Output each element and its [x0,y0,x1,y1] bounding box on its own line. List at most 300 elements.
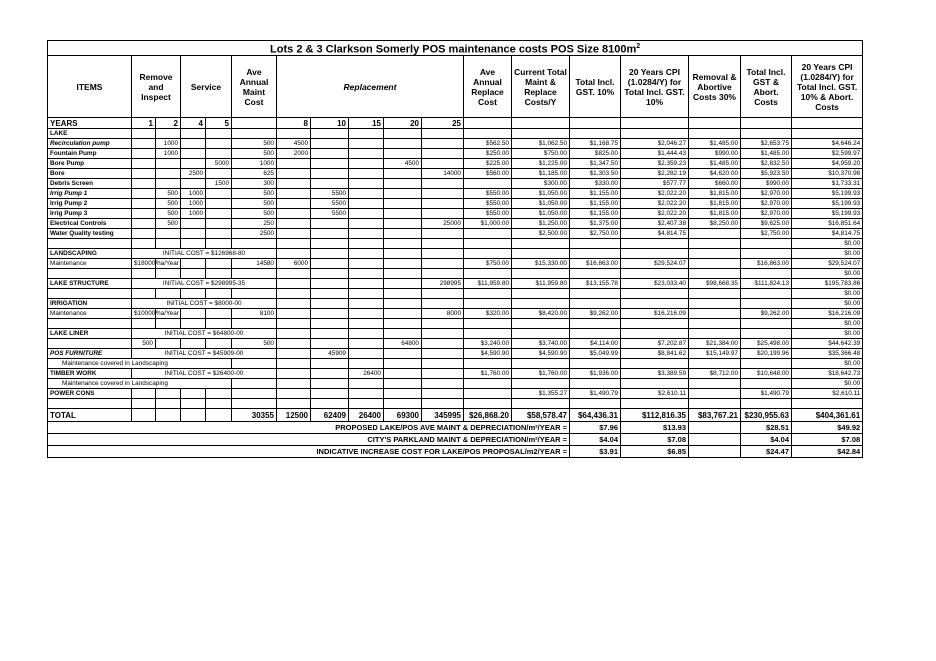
summary-label: INDICATIVE INCREASE COST FOR LAKE/POS PROPOSAL/m2/YEAR = [48,446,570,458]
row-label: Bore Pump [48,159,132,169]
value-cell: $4,814.75 [621,229,689,239]
value-cell: $1,760.00 [512,369,570,379]
year-cell [512,118,570,129]
row-label: POWER CONS [48,389,132,399]
value-cell [349,329,384,339]
value-cell [621,239,689,249]
value-cell [311,239,349,249]
value-cell: 300 [232,179,277,189]
row-label: Maintenance [48,259,132,269]
value-cell: $29,524.07 [621,259,689,269]
value-cell [206,199,232,209]
value-cell [512,269,570,279]
value-cell: $1,155.00 [570,209,621,219]
value-cell: $44,642.39 [792,339,863,349]
value-cell: 64800 [384,339,422,349]
summary-value: $4.04 [741,434,792,446]
value-cell: $2,832.50 [741,159,792,169]
value-cell: $1,050.00 [512,199,570,209]
value-cell [277,249,311,259]
value-cell [277,239,311,249]
value-cell [349,249,384,259]
value-cell [741,249,792,259]
value-cell [277,329,311,339]
empty-cell [512,359,570,369]
total-value [156,409,181,422]
value-cell: 298995 [422,279,464,289]
row-label: Irrig Pump 3 [48,209,132,219]
value-cell: $0.00 [792,329,863,339]
value-cell [689,329,741,339]
value-cell [422,269,464,279]
value-cell: $0.00 [792,319,863,329]
value-cell [277,349,311,359]
row-label: LAKE STRUCTURE [48,279,132,289]
value-cell: $1,155.00 [570,199,621,209]
summary-value: $7.96 [570,422,621,434]
value-cell [512,319,570,329]
value-cell [689,309,741,319]
total-value: $230,955.63 [741,409,792,422]
empty-cell [621,359,689,369]
value-cell [181,339,206,349]
empty-cell [689,446,741,458]
header-total-gst-abort: Total Incl. GST & Abort. Costs [741,56,792,118]
summary-value: $4.04 [570,434,621,446]
value-cell: $11,959.80 [464,279,512,289]
summary-value: $6.85 [621,446,689,458]
value-cell: $13,155.78 [570,279,621,289]
value-cell [422,149,464,159]
value-cell [156,169,181,179]
value-cell: $18,642.73 [792,369,863,379]
empty-cell [349,359,384,369]
value-cell [132,399,156,409]
value-cell: $990.00 [689,149,741,159]
cost-table [47,40,863,458]
table-row [48,159,863,169]
value-cell [384,199,422,209]
value-cell [570,129,621,139]
value-cell: $10000/ha/Year [132,309,156,319]
summary-value: $49.92 [792,422,863,434]
value-cell [384,209,422,219]
year-cell: 5 [206,118,232,129]
empty-cell [232,359,277,369]
value-cell [232,389,277,399]
header-row [48,56,863,118]
value-cell: 500 [232,209,277,219]
empty-cell [689,434,741,446]
value-cell [132,219,156,229]
value-cell: 500 [232,189,277,199]
year-cell [792,118,863,129]
value-cell [741,289,792,299]
value-cell [689,289,741,299]
value-cell [621,299,689,309]
value-cell: $35,366.48 [792,349,863,359]
value-cell [422,369,464,379]
value-cell [349,289,384,299]
value-cell: $225.00 [464,159,512,169]
value-cell: $2,970.00 [741,209,792,219]
value-cell: $1,155.00 [570,189,621,199]
empty-cell [311,359,349,369]
value-cell: $550.00 [464,209,512,219]
value-cell [311,269,349,279]
value-cell [741,239,792,249]
value-cell [277,159,311,169]
value-cell: 500 [232,339,277,349]
value-cell [311,369,349,379]
value-cell: 45909 [311,349,349,359]
value-cell [512,399,570,409]
value-cell: $1,815.00 [689,189,741,199]
value-cell [384,309,422,319]
header-total-gst: Total Incl. GST. 10% [570,56,621,118]
total-value: $404,361.61 [792,409,863,422]
table-row [48,399,863,409]
value-cell [277,189,311,199]
value-cell [464,329,512,339]
value-cell [464,179,512,189]
value-cell [689,269,741,279]
value-cell [349,259,384,269]
value-cell: $2,022.20 [621,209,689,219]
value-cell: $8,712.00 [689,369,741,379]
total-value: 345995 [422,409,464,422]
value-cell [206,389,232,399]
value-cell [311,229,349,239]
value-cell: $5,199.93 [792,209,863,219]
value-cell: $2,359.23 [621,159,689,169]
value-cell [206,399,232,409]
value-cell [422,319,464,329]
value-cell [689,229,741,239]
value-cell [384,129,422,139]
value-cell [464,289,512,299]
value-cell: $660.00 [689,179,741,189]
value-cell: $1,050.00 [512,209,570,219]
value-cell: $16,216.09 [621,309,689,319]
value-cell [422,329,464,339]
value-cell [156,389,181,399]
value-cell [311,319,349,329]
empty-cell [384,359,422,369]
year-cell: 15 [349,118,384,129]
value-cell: $1,490.79 [741,389,792,399]
empty-cell [232,379,277,389]
value-cell: 8000 [422,309,464,319]
year-cell [689,118,741,129]
row-label: Water Quality testing [48,229,132,239]
value-cell [311,179,349,189]
value-cell: $0.00 [792,269,863,279]
row-label [48,399,132,409]
value-cell [206,129,232,139]
value-cell: 4500 [384,159,422,169]
row-label: Electrical Controls [48,219,132,229]
table-row [48,389,863,399]
value-cell: 5500 [311,199,349,209]
value-cell: $2,022.20 [621,199,689,209]
value-cell: $29,524.07 [792,259,863,269]
summary-value: $7.08 [621,434,689,446]
value-cell [349,199,384,209]
value-cell: $2,750.00 [741,229,792,239]
value-cell: 250 [232,219,277,229]
year-cell [570,118,621,129]
header-remove-inspect: Remove and Inspect [132,56,181,118]
value-cell: 5000 [206,159,232,169]
value-cell [570,319,621,329]
value-cell [311,139,349,149]
total-row [48,409,863,422]
value-cell: $320.00 [464,309,512,319]
summary-row [48,446,863,458]
row-label: LAKE [48,129,132,139]
summary-value: $24.47 [741,446,792,458]
row-label: IRRIGATION [48,299,132,309]
value-cell: 6000 [277,259,311,269]
value-cell: 500 [156,199,181,209]
value-cell [621,289,689,299]
empty-cell [422,359,464,369]
value-cell: $16,216.09 [792,309,863,319]
value-cell [156,159,181,169]
table-row [48,309,863,319]
value-cell [311,399,349,409]
value-cell: $4,114.00 [570,339,621,349]
value-cell: $3,740.00 [512,339,570,349]
value-cell [349,349,384,359]
value-cell [349,299,384,309]
value-cell [156,289,181,299]
value-cell: 1000 [181,189,206,199]
value-cell: $16,851.64 [792,219,863,229]
total-value: 62409 [311,409,349,422]
value-cell [277,179,311,189]
value-cell: 1500 [206,179,232,189]
year-cell: 25 [422,118,464,129]
value-cell [422,249,464,259]
value-cell [422,259,464,269]
value-cell: $9,625.00 [741,219,792,229]
table-row [48,129,863,139]
row-label: Irrig Pump 1 [48,189,132,199]
value-cell [349,179,384,189]
row-label [48,339,132,349]
header-ave-annual-replace: Ave Annual Replace Cost [464,56,512,118]
row-label: Debris Screen [48,179,132,189]
value-cell: $4,590.90 [512,349,570,359]
table-row [48,359,863,369]
empty-cell [422,379,464,389]
value-cell [311,389,349,399]
value-cell [132,169,156,179]
value-cell [206,319,232,329]
value-cell [621,269,689,279]
header-cpi-20: 20 Years CPI (1.0284/Y) for Total Incl. GST. 10% [621,56,689,118]
table-row [48,299,863,309]
row-label [48,319,132,329]
value-cell: $0.00 [792,249,863,259]
total-value [181,409,206,422]
value-cell [422,239,464,249]
total-label: TOTAL [48,409,132,422]
value-cell: 500 [156,209,181,219]
value-cell: $8,420.00 [512,309,570,319]
value-cell: $3,389.59 [621,369,689,379]
total-value: $64,436.31 [570,409,621,422]
value-cell [232,319,277,329]
value-cell [206,149,232,159]
value-cell: 2500 [181,169,206,179]
value-cell [277,209,311,219]
value-cell [156,229,181,239]
value-cell [384,229,422,239]
value-cell [349,169,384,179]
value-cell: 500 [156,219,181,229]
value-cell [181,229,206,239]
value-cell [349,139,384,149]
value-cell [384,269,422,279]
year-cell [621,118,689,129]
value-cell [181,129,206,139]
year-cell: 2 [156,118,181,129]
header-service: Service [181,56,232,118]
value-cell: $0.00 [792,289,863,299]
value-cell [384,169,422,179]
table-row [48,269,863,279]
value-cell [311,129,349,139]
value-cell: $1,185.00 [512,169,570,179]
value-cell [464,229,512,239]
summary-row [48,434,863,446]
value-cell [206,209,232,219]
value-cell [570,289,621,299]
value-cell [181,139,206,149]
value-cell [384,179,422,189]
value-cell [621,129,689,139]
value-cell [277,289,311,299]
table-row [48,239,863,249]
value-cell [464,299,512,309]
empty-cell [512,379,570,389]
value-cell: $1,355.27 [512,389,570,399]
table-row [48,169,863,179]
value-cell [349,269,384,279]
value-cell [206,229,232,239]
value-cell: $562.50 [464,139,512,149]
value-cell [277,229,311,239]
row-label: Fountain Pump [48,149,132,159]
year-cell [464,118,512,129]
value-cell [206,339,232,349]
value-cell: $0.00 [792,239,863,249]
value-cell: $11,959.80 [512,279,570,289]
empty-cell [689,379,741,389]
summary-label: PROPOSED LAKE/POS AVE MAINT & DEPRECIATION/m²/YEAR = [48,422,570,434]
total-value: $112,816.35 [621,409,689,422]
value-cell: $990.00 [741,179,792,189]
value-cell: $550.00 [464,199,512,209]
value-cell [384,329,422,339]
value-cell [132,269,156,279]
value-cell [311,299,349,309]
value-cell: 1000 [156,139,181,149]
value-cell [621,319,689,329]
value-cell: $4,959.20 [792,159,863,169]
value-cell [792,129,863,139]
value-cell: 14580 [232,259,277,269]
value-cell [311,159,349,169]
value-cell [464,319,512,329]
value-cell [384,249,422,259]
row-label: Recirculation pump [48,139,132,149]
value-cell [181,389,206,399]
value-cell: $577.77 [621,179,689,189]
value-cell: $25,498.00 [741,339,792,349]
row-label: LANDSCAPING [48,249,132,259]
table-row [48,329,863,339]
value-cell: $1,733.31 [792,179,863,189]
value-cell [422,389,464,399]
value-cell: $2,500.00 [512,229,570,239]
value-cell [422,159,464,169]
value-cell [689,129,741,139]
table-row [48,219,863,229]
value-cell: $330.00 [570,179,621,189]
value-cell [311,329,349,339]
total-value: 12500 [277,409,311,422]
row-label [48,269,132,279]
value-cell: $1,815.00 [689,209,741,219]
value-cell: $8,841.62 [621,349,689,359]
value-cell: $10,648.00 [741,369,792,379]
empty-cell [689,422,741,434]
value-cell [464,399,512,409]
year-cell: 4 [181,118,206,129]
table-row [48,379,863,389]
value-cell: $0.00 [792,379,863,389]
value-cell: $1,303.50 [570,169,621,179]
value-cell [132,129,156,139]
empty-cell [277,379,311,389]
value-cell: 500 [132,339,156,349]
value-cell [422,289,464,299]
header-cpi-20-abort: 20 Years CPI (1.0284/Y) for Total Incl. GST. 10% & Abort. Costs [792,56,863,118]
value-cell: $4,590.90 [464,349,512,359]
value-cell [132,239,156,249]
table-row [48,179,863,189]
value-cell: $10,370.98 [792,169,863,179]
value-cell [181,399,206,409]
value-cell: $1,485.00 [741,149,792,159]
value-cell [384,299,422,309]
empty-cell [349,379,384,389]
value-cell: $3,240.00 [464,339,512,349]
value-cell: $300.00 [512,179,570,189]
years-row [48,118,863,129]
row-label: Irrig Pump 2 [48,199,132,209]
value-cell [384,279,422,289]
value-cell: $9,262.00 [741,309,792,319]
value-cell: $2,610.11 [621,389,689,399]
value-cell: $1,000.00 [464,219,512,229]
value-cell [206,259,232,269]
value-cell [689,399,741,409]
